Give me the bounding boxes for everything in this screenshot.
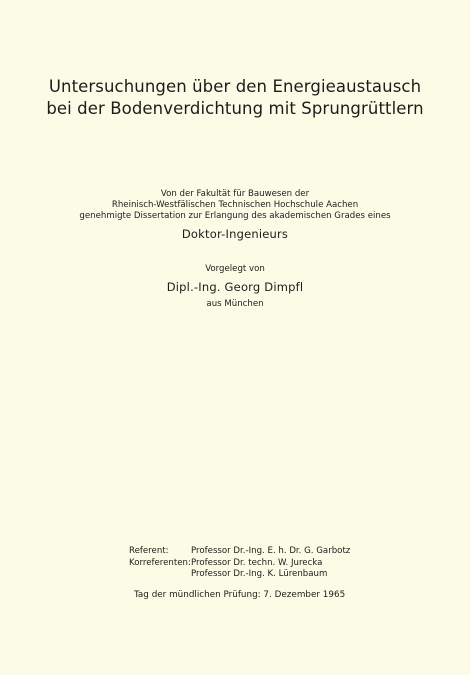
korreferent-2-name: Professor Dr.-Ing. K. Lürenbaum: [191, 569, 328, 579]
korreferenten-label: Korreferenten:: [129, 558, 191, 568]
exam-date: Tag der mündlichen Prüfung: 7. Dezember 1965: [134, 590, 346, 600]
title-line-2: bei der Bodenverdichtung mit Sprungrüttlern: [46, 99, 424, 118]
referent-name: Professor Dr.-Ing. E. h. Dr. G. Garbotz: [191, 546, 351, 556]
faculty-line-2: Rheinisch-Westfälischen Technischen Hochschule Aachen: [111, 200, 359, 210]
author-origin: aus München: [206, 299, 264, 309]
korreferent-1-name: Professor Dr. techn. W. Jurecka: [191, 558, 323, 568]
degree-title: Doktor-Ingenieurs: [181, 227, 289, 241]
submitted-by-label: Vorgelegt von: [205, 264, 265, 274]
author-name: Dipl.-Ing. Georg Dimpfl: [166, 280, 304, 294]
referent-label: Referent:: [129, 546, 169, 556]
faculty-line-3: genehmigte Dissertation zur Erlangung des akademischen Grades eines: [79, 211, 391, 221]
faculty-line-1: Von der Fakultät für Bauwesen der: [160, 189, 310, 199]
title-line-1: Untersuchungen über den Energieaustausch: [48, 77, 422, 96]
